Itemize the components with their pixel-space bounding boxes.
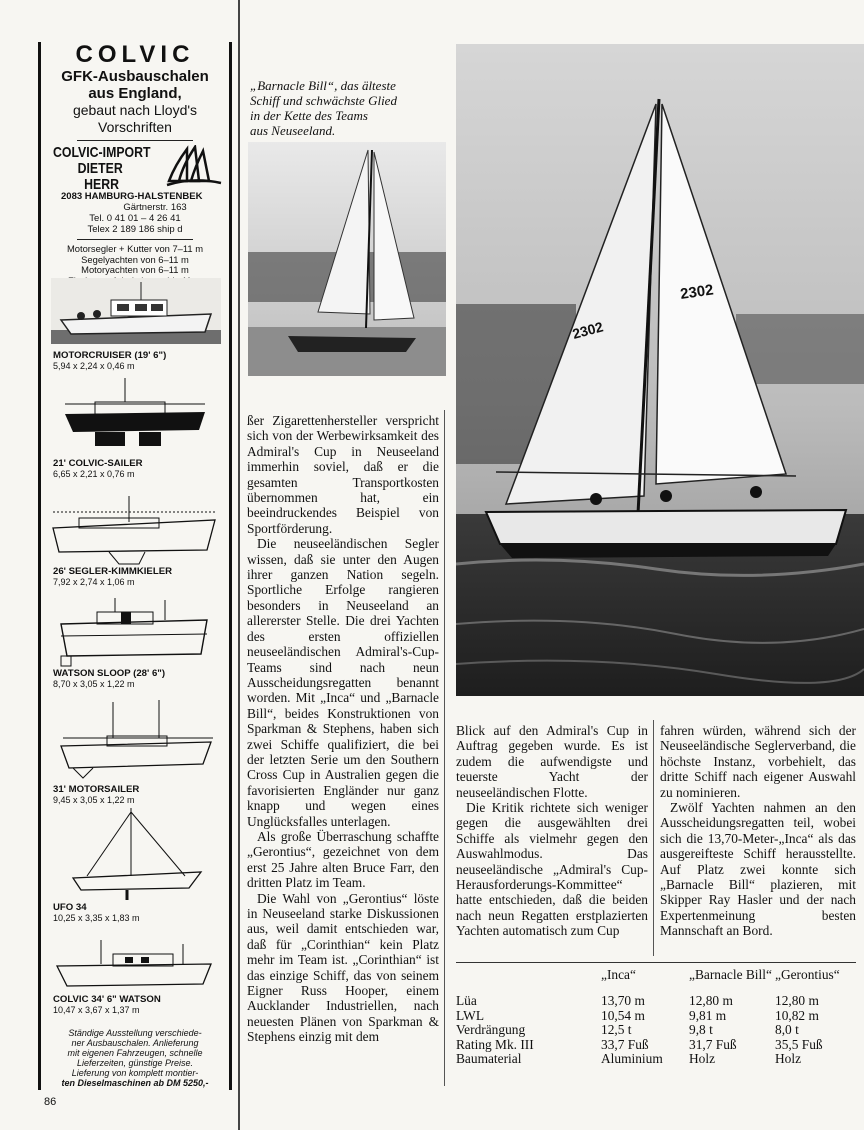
boat-name: MOTORCRUISER (19' 6") bbox=[53, 350, 167, 361]
importer-street: Gärtnerstr. 163 bbox=[123, 202, 187, 213]
table-cell: Baumaterial bbox=[456, 1051, 522, 1067]
yacht-comparison-table bbox=[456, 968, 856, 1066]
boat-name: 21' COLVIC-SAILER bbox=[53, 458, 143, 469]
ad-footer-line: ten Dieselmaschinen ab DM 5250,- bbox=[61, 1078, 209, 1088]
ad-tagline-2: aus England, bbox=[88, 85, 182, 102]
boat-name: WATSON SLOOP (28' 6") bbox=[53, 668, 166, 679]
table-row bbox=[456, 1023, 856, 1037]
importer-telex: Telex 2 189 186 ship d bbox=[87, 224, 183, 235]
barnacle-bill-photo bbox=[248, 142, 446, 376]
caption-line: aus Neuseeland. bbox=[250, 123, 336, 138]
importer-name-3: HERR bbox=[84, 176, 120, 193]
table-row bbox=[456, 1038, 856, 1052]
article-paragraph: Die Kritik richtete sich weniger gegen die ausgewählten drei Schiffe als vielmehr gegen den Auswahlmodus. Das neuseeländische „Admiral's Cup-Herausforderungs-Kommittee“ hatte entschieden, daß die beiden nach neun Regatten erstplazierten Yachten automatisch zum Cup bbox=[456, 800, 648, 939]
article-paragraph: Die Wahl von „Gerontius“ löste in Neuseeland starke Diskussionen aus, weil damit entschieden war, daß für „Corinthian“ kein Platz mehr im Team ist. „Corinthian“ ist das einzige Schiff, das von seinem Eigner Russ Hooper, einem Aucklander Industriellen, nach neuesten Plänen von Sparkman & Stephens einzig mit dem bbox=[247, 890, 439, 1045]
ad-footer-line: mit eigenen Fahrzeugen, schnelle bbox=[67, 1048, 203, 1058]
table-cell: Aluminium bbox=[601, 1051, 663, 1067]
boat-name: UFO 34 bbox=[53, 902, 87, 913]
ufo-34-drawing bbox=[67, 806, 207, 902]
offer-line: Motoryachten von 6–11 m bbox=[81, 264, 189, 275]
motorsailer-drawing bbox=[53, 698, 215, 782]
motorcruiser-photo bbox=[51, 278, 221, 344]
ad-footer-line: Ständige Ausstellung verschiede- bbox=[68, 1028, 202, 1038]
article-paragraph: Als große Überraschung schaffte „Gerontius“, gezeichnet von dem erst 25 Jahre alten Bruce Farr, den dritten Platz im Team. bbox=[247, 828, 439, 891]
article-paragraph: Zwölf Yachten nahmen an den Ausscheidungsregatten teil, wobei sich die 13,70-Meter-„Inca“ als das ausgereifteste Schiff herausstellte. Auf Platz zwei konnte sich „Barnacle Bill“ plazieren, mit Skipper Ray Hasler und der nach Expertenmeinung besten Mannschaft an Bord. bbox=[660, 800, 856, 939]
table-cell: LWL bbox=[456, 1007, 485, 1023]
boat-name: 26' SEGLER-KIMMKIELER bbox=[53, 566, 173, 577]
table-cell: 12,5 t bbox=[601, 1022, 632, 1038]
table-cell: 35,5 Fuß bbox=[775, 1036, 823, 1052]
ad-divider bbox=[77, 140, 193, 141]
table-header-cell: „Barnacle Bill“ bbox=[689, 967, 772, 982]
colvic-watson-drawing bbox=[53, 936, 215, 996]
table-cell: 9,81 m bbox=[689, 1007, 727, 1023]
table-header-cell bbox=[456, 968, 601, 994]
ad-footer-line: Lieferzeiten, günstige Preise. bbox=[76, 1058, 194, 1068]
table-cell: Holz bbox=[775, 1051, 802, 1067]
table-header-row bbox=[456, 968, 856, 994]
colvic-advertisement bbox=[38, 42, 232, 1090]
table-cell: Holz bbox=[689, 1051, 716, 1067]
caption-line: Schiff und schwächste Glied bbox=[250, 93, 397, 108]
sail-number-left: 2302 bbox=[570, 318, 605, 342]
importer-city: 2083 HAMBURG-HALSTENBEK bbox=[61, 191, 203, 202]
page-gutter bbox=[238, 0, 240, 1130]
boat-dims: 10,47 x 3,67 x 1,37 m bbox=[53, 1005, 140, 1015]
colvic-logo-icon bbox=[165, 145, 223, 189]
boat-dims: 5,94 x 2,24 x 0,46 m bbox=[53, 361, 135, 371]
table-row bbox=[456, 1052, 856, 1066]
article-column-3 bbox=[660, 723, 856, 955]
article-paragraph: Blick auf den Admiral's Cup in Auftrag gegeben wurde. Es ist zudem die aufwendigste und teuerste Yacht der neuseeländischen Flotte. bbox=[456, 723, 648, 800]
boat-dims: 8,70 x 3,05 x 1,22 m bbox=[53, 679, 135, 689]
table-cell: Verdrängung bbox=[456, 1022, 526, 1038]
table-cell: 31,7 Fuß bbox=[689, 1036, 737, 1052]
boat-name: 31' MOTORSAILER bbox=[53, 784, 140, 795]
caption-line: „Barnacle Bill“, das älteste bbox=[250, 78, 396, 93]
table-cell: 12,80 m bbox=[689, 993, 733, 1009]
ad-tagline-3: gebaut nach Lloyd's bbox=[72, 102, 198, 118]
importer-phone: Tel. 0 41 01 – 4 26 41 bbox=[89, 213, 181, 224]
table-row bbox=[456, 994, 856, 1008]
article-paragraph: ßer Zigarettenhersteller verspricht sich von der Werbewirksamkeit des Admiral's Cup in Neuseeland immerhin soviel, daß er die gesamten Transportkosten übernommen hat, ein beeindruckendes Beispiel von Sportförderung. bbox=[247, 413, 439, 536]
table-cell: Lüa bbox=[456, 993, 477, 1009]
colvic-sailer-drawing bbox=[55, 376, 211, 452]
offer-line: Segelyachten von 6–11 m bbox=[81, 253, 189, 265]
caption-line: in der Kette des Teams bbox=[250, 108, 368, 123]
column-rule bbox=[444, 410, 445, 1086]
table-cell: 8,0 t bbox=[775, 1022, 799, 1038]
column-rule bbox=[653, 720, 654, 956]
table-cell: 33,7 Fuß bbox=[601, 1036, 649, 1052]
page-number: 86 bbox=[44, 1096, 57, 1108]
importer-block bbox=[53, 145, 223, 191]
table-row bbox=[456, 1009, 856, 1023]
article-column-2 bbox=[456, 723, 648, 955]
watson-sloop-drawing bbox=[57, 598, 213, 668]
table-header-cell: „Gerontius“ bbox=[775, 967, 840, 982]
article-column-1 bbox=[247, 413, 439, 1085]
ad-tagline-1: GFK-Ausbauschalen bbox=[61, 68, 209, 85]
ad-brand: COLVIC bbox=[75, 41, 195, 68]
boat-dims: 7,92 x 2,74 x 1,06 m bbox=[53, 577, 135, 587]
photo-caption bbox=[250, 78, 445, 138]
importer-name-2: DIETER bbox=[77, 160, 123, 177]
ad-footer-line: Lieferung von komplett montier- bbox=[71, 1068, 199, 1078]
boat-name: COLVIC 34' 6" WATSON bbox=[53, 994, 161, 1005]
ad-divider bbox=[77, 239, 193, 240]
table-cell: 13,70 m bbox=[601, 993, 645, 1009]
importer-name-1: COLVIC-IMPORT bbox=[53, 144, 151, 161]
yacht-2302-photo bbox=[456, 44, 864, 696]
ad-footer-line: ner Ausbauschalen. Anlieferung bbox=[71, 1038, 199, 1048]
table-rule bbox=[456, 962, 856, 963]
ad-tagline-4: Vorschriften bbox=[98, 119, 172, 135]
table-cell: 9,8 t bbox=[689, 1022, 713, 1038]
boat-dims: 10,25 x 3,35 x 1,83 m bbox=[53, 913, 140, 923]
boat-dims: 9,45 x 3,05 x 1,22 m bbox=[53, 795, 135, 805]
table-header-cell: „Inca“ bbox=[601, 967, 636, 982]
article-paragraph: Die neuseeländischen Segler wissen, daß sie unter den Augen ihrer ganzen Nation segeln. Sportliche Erfolge rangieren besonders in Neuseeland an allererster Stelle. Die drei Yachten des ersten offiziellen neuseeländischen Admiral's-Cup-Teams sind nach neun Ausscheidungsregatten benannt worden. Mit „Inca“ und „Barnacle Bill“, beides Konstruktionen von Sparkman & Stephens, haben sich zwei Schiffe qualifiziert, die bei der letzten Serie um den Southern Cross Cup in Australien gegen die favorisierten Engländer nur ganz knapp und wegen eines Unglücksfalles unterlagen. bbox=[247, 536, 439, 829]
boat-dims: 6,65 x 2,21 x 0,76 m bbox=[53, 469, 135, 479]
table-cell: 10,54 m bbox=[601, 1007, 645, 1023]
table-cell: Rating Mk. III bbox=[456, 1036, 534, 1052]
table-cell: 10,82 m bbox=[775, 1007, 819, 1023]
offer-line: Motorsegler + Kutter von 7–11 m bbox=[66, 243, 204, 254]
segler-kimmkieler-drawing bbox=[49, 492, 219, 568]
table-cell: 12,80 m bbox=[775, 993, 819, 1009]
sail-number-right: 2302 bbox=[679, 281, 715, 303]
article-paragraph: fahren würden, während sich der Neuseeländische Seglerverband, die höchste Instanz, vorbehielt, das dritte Schiff nach eigener Auswahl zu nominieren. bbox=[660, 723, 856, 800]
